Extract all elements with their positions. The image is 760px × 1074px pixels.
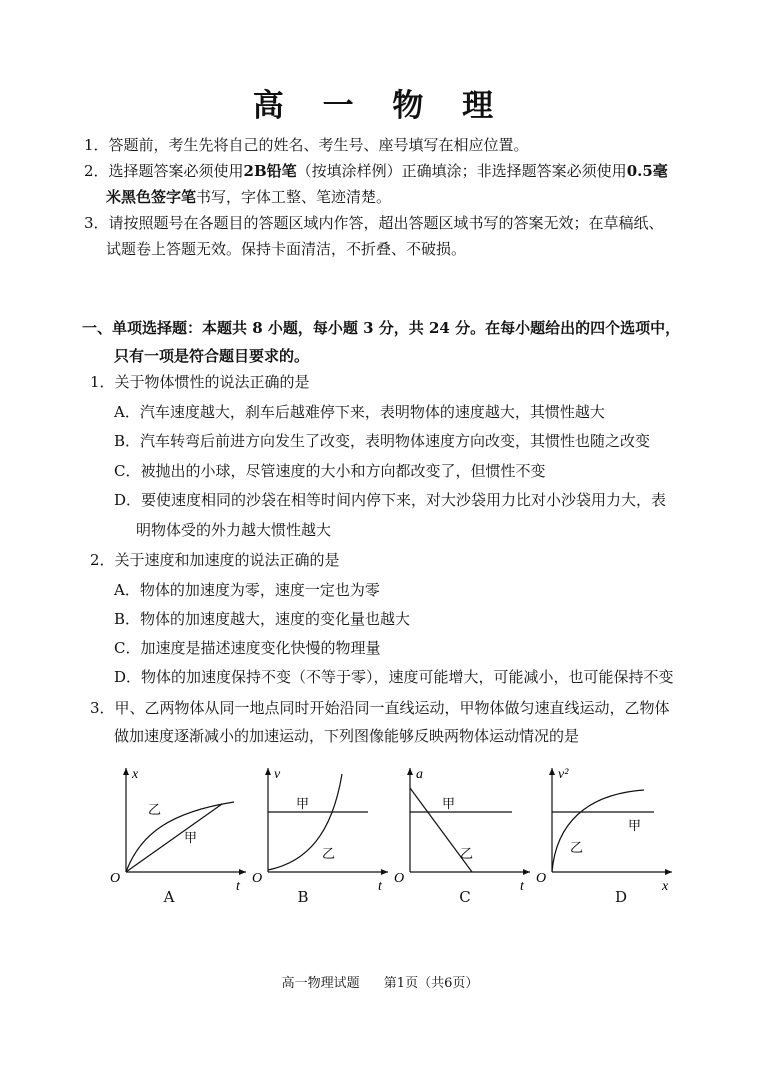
q3-stem: 3．甲、乙两物体从同一地点同时开始沿同一直线运动，甲物体做匀速直线运动，乙物体 bbox=[90, 699, 670, 717]
q2-option-d: D．物体的加速度保持不变（不等于零），速度可能增大，可能减小，也可能保持不变 bbox=[114, 668, 674, 686]
q2-option-c: C．加速度是描述速度变化快慢的物理量 bbox=[114, 639, 381, 657]
graph-c-x-arrow bbox=[523, 869, 530, 875]
graph-c bbox=[394, 764, 534, 914]
q1-option-c: C．被抛出的小球，尽管速度的大小和方向都改变了，但惯性不变 bbox=[114, 462, 546, 480]
graph-a-origin: O bbox=[110, 871, 121, 886]
graph-c-y-arrow bbox=[407, 768, 413, 775]
note-2-cont bbox=[106, 187, 391, 207]
note-3: 3．请按照题号在各题目的答题区域内作答，超出答题区域书写的答案无效；在草稿纸、 bbox=[84, 214, 664, 232]
page-footer bbox=[0, 972, 760, 991]
graph-a-yi-curve bbox=[126, 802, 234, 872]
graph-b-yi-label: 乙 bbox=[322, 847, 336, 862]
graph-a-jia-line bbox=[126, 804, 222, 872]
graph-b bbox=[252, 764, 392, 914]
graph-a-y-label: x bbox=[132, 767, 139, 782]
note-2-text-end: 书写，字体工整、笔迹清楚。 bbox=[196, 188, 392, 206]
graph-d-y-label: v² bbox=[558, 767, 569, 782]
graph-d-origin: O bbox=[536, 871, 547, 886]
graph-d-label: D bbox=[614, 888, 628, 906]
graph-a-plot bbox=[110, 764, 250, 894]
graph-d-x-arrow bbox=[665, 869, 672, 875]
graph-c-jia-label: 甲 bbox=[442, 797, 456, 812]
note-2-text-mid: （按填涂样例）正确填涂；非选择题答案必须使用 bbox=[296, 162, 627, 180]
note-2-bold-pen: 0.5毫 bbox=[626, 162, 668, 180]
graph-d-y-arrow bbox=[549, 768, 555, 775]
graph-b-x-arrow bbox=[381, 869, 388, 875]
note-2 bbox=[84, 161, 668, 181]
page-title: 高 一 物 理 bbox=[252, 88, 508, 124]
graph-a-x-label: t bbox=[236, 879, 240, 894]
q2-option-b: B．物体的加速度越大，速度的变化量也越大 bbox=[114, 610, 411, 628]
section-heading-cont: 只有一项是符合题目要求的。 bbox=[114, 347, 310, 365]
graph-a-y-arrow bbox=[123, 768, 129, 775]
graph-a bbox=[110, 764, 250, 914]
q2-stem: 2．关于速度和加速度的说法正确的是 bbox=[90, 551, 340, 569]
q1-stem: 1．关于物体惯性的说法正确的是 bbox=[90, 373, 310, 391]
graph-a-jia-label: 甲 bbox=[184, 831, 198, 846]
graph-d-x-label: x bbox=[662, 879, 669, 894]
q1-option-b: B．汽车转弯后前进方向发生了改变，表明物体速度方向改变，其惯性也随之改变 bbox=[114, 432, 651, 450]
q3-stem-cont: 做加速度逐渐减小的加速运动，下列图像能够反映两物体运动情况的是 bbox=[114, 727, 580, 745]
graph-c-label: C bbox=[459, 888, 471, 906]
graph-c-yi-label: 乙 bbox=[460, 847, 474, 862]
graph-a-label: A bbox=[163, 888, 175, 906]
footer-subject: 高一物理试题 bbox=[281, 976, 360, 991]
graph-a-x-arrow bbox=[239, 869, 246, 875]
graph-c-x-label: t bbox=[520, 879, 524, 894]
q2-option-a: A．物体的加速度为零，速度一定也为零 bbox=[114, 581, 380, 599]
graph-b-origin: O bbox=[252, 871, 263, 886]
q1-option-a: A．汽车速度越大，刹车后越难停下来，表明物体的速度越大，其惯性越大 bbox=[114, 403, 605, 421]
note-3-cont: 试题卷上答题无效。保持卡面清洁，不折叠、不破损。 bbox=[106, 240, 467, 258]
footer-page-number: 第1页（共6页） bbox=[383, 976, 479, 991]
graph-b-y-label: v bbox=[274, 767, 281, 782]
graph-c-plot bbox=[394, 764, 534, 894]
note-2-text: 2．选择题答案必须使用 bbox=[84, 162, 244, 180]
graph-b-jia-label: 甲 bbox=[296, 797, 310, 812]
graph-b-x-label: t bbox=[378, 879, 382, 894]
graph-b-y-arrow bbox=[265, 768, 271, 775]
graph-d-jia-label: 甲 bbox=[628, 819, 642, 834]
note-2-bold-pencil: 2B铅笔 bbox=[243, 162, 297, 180]
graph-c-y-label: a bbox=[416, 767, 423, 782]
graph-b-label: B bbox=[297, 888, 309, 906]
section-heading: 一、单项选择题：本题共 8 小题，每小题 3 分，共 24 分。在每小题给出的四个选项中， bbox=[82, 319, 681, 337]
graph-d-yi-label: 乙 bbox=[570, 841, 584, 856]
graph-b-plot bbox=[252, 764, 392, 894]
graph-d-plot bbox=[536, 764, 676, 894]
graph-a-yi-label: 乙 bbox=[148, 803, 162, 818]
q1-option-d-cont: 明物体受的外力越大惯性越大 bbox=[136, 521, 332, 539]
graph-d bbox=[536, 764, 676, 914]
q1-option-d: D．要使速度相同的沙袋在相等时间内停下来，对大沙袋用力比对小沙袋用力大，表 bbox=[114, 491, 667, 509]
note-1: 1．答题前，考生先将自己的姓名、考生号、座号填写在相应位置。 bbox=[84, 136, 529, 154]
graph-c-origin: O bbox=[394, 871, 405, 886]
note-2-bold-pen-cont: 米黑色签字笔 bbox=[106, 188, 197, 206]
